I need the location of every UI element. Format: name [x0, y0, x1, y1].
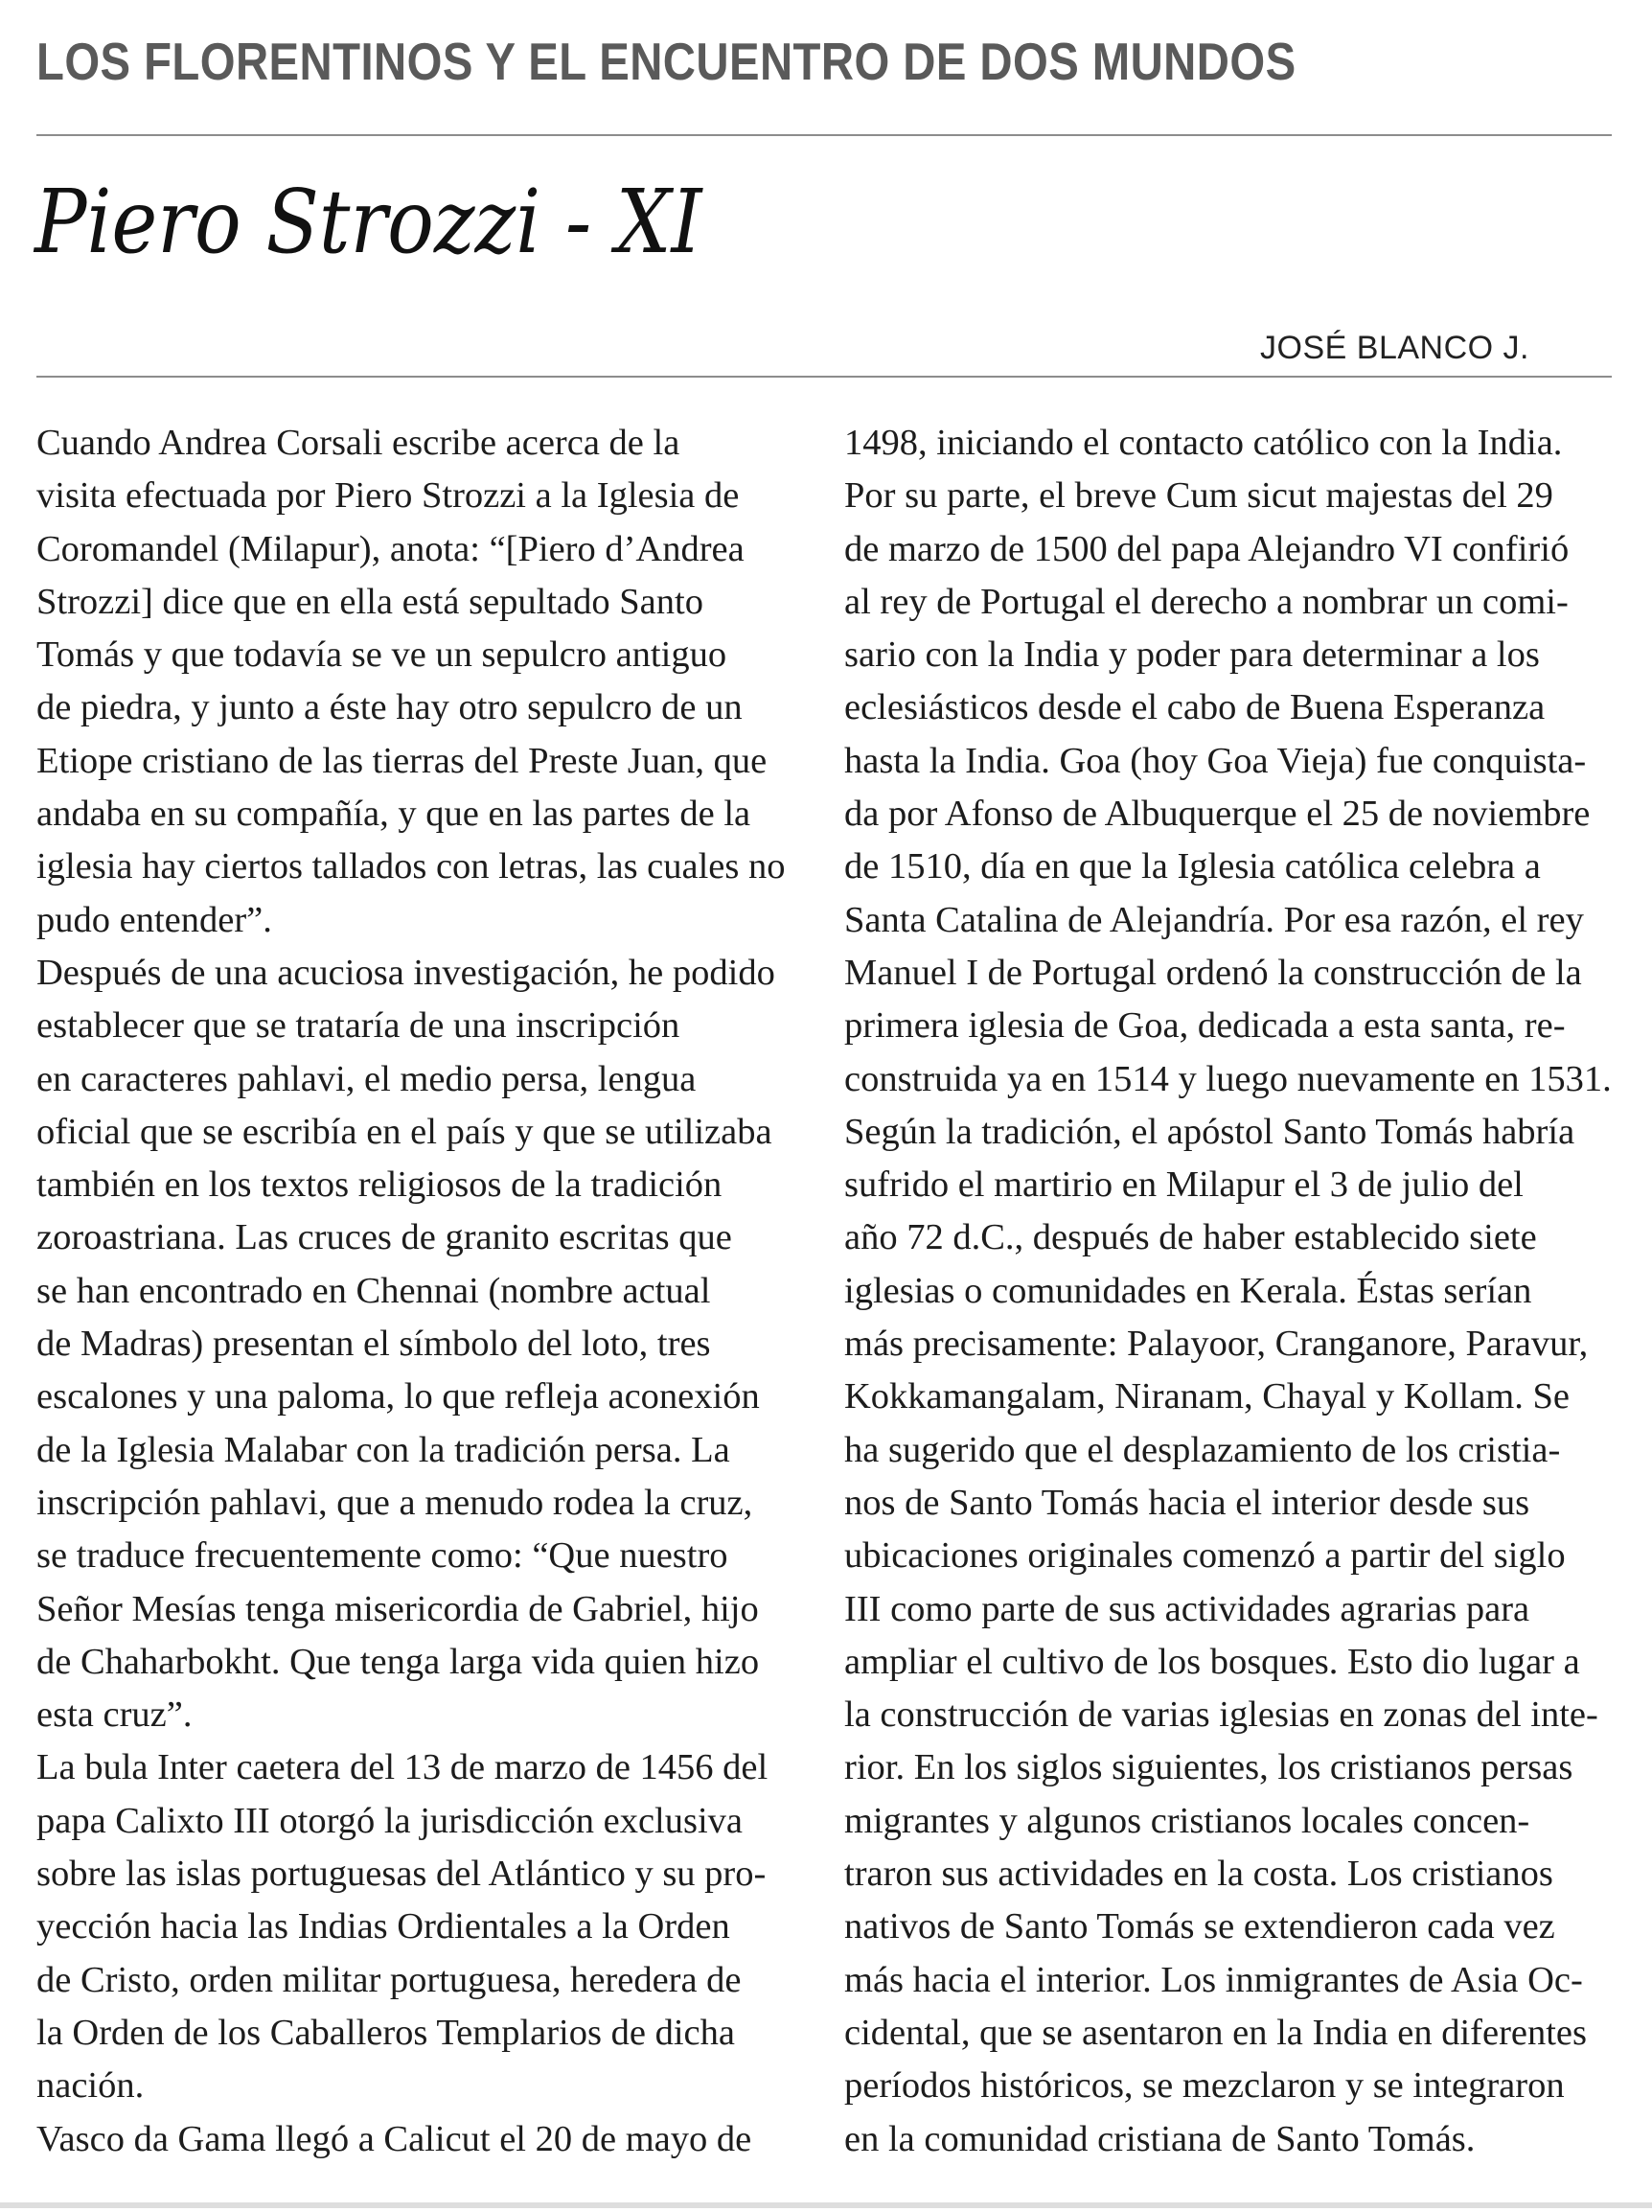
author-byline: JOSÉ BLANCO J.: [1260, 330, 1529, 366]
text-line: de piedra, y junto a éste hay otro sepulcro de un: [36, 687, 743, 728]
text-line: eclesiásticos desde el cabo de Buena Esperanza: [844, 687, 1546, 728]
text-line: de Madras) presentan el símbolo del loto, tres: [36, 1324, 711, 1365]
text-line: primera iglesia de Goa, dedicada a esta santa, re-: [844, 1005, 1566, 1047]
text-line: año 72 d.C., después de haber establecido siete: [844, 1217, 1537, 1258]
text-line: más precisamente: Palayoor, Cranganore, Paravur,: [844, 1324, 1589, 1365]
text-line: más hacia el interior. Los inmigrantes de Asia Oc-: [844, 1959, 1583, 2000]
text-line: iglesia hay ciertos tallados con letras, las cuales no: [36, 846, 786, 887]
text-line: de marzo de 1500 del papa Alejandro VI confirió: [844, 528, 1570, 569]
text-line: rior. En los siglos siguientes, los cristianos persas: [844, 1747, 1573, 1788]
text-line: da por Afonso de Albuquerque el 25 de noviembre: [844, 794, 1591, 835]
text-line: Señor Mesías tenga misericordia de Gabriel, hijo: [36, 1588, 759, 1629]
text-line: Vasco da Gama llegó a Calicut el 20 de mayo de: [36, 2118, 752, 2159]
text-line: ha sugerido que el desplazamiento de los cristia-: [844, 1429, 1561, 1470]
text-line: yección hacia las Indias Ordientales a la Orden: [36, 1906, 730, 1947]
text-line: se han encontrado en Chennai (nombre actual: [36, 1270, 711, 1311]
text-line: la construcción de varias iglesias en zonas del inte-: [844, 1694, 1598, 1736]
text-line: sario con la India y poder para determinar a los: [844, 634, 1540, 676]
text-line: oficial que se escribía en el país y que se utilizaba: [36, 1111, 772, 1152]
text-line: esta cruz”.: [36, 1694, 193, 1736]
article-column-right: [844, 417, 1611, 2166]
text-line: en caracteres pahlavi, el medio persa, lengua: [36, 1058, 697, 1099]
text-line: períodos históricos, se mezclaron y se integraron: [844, 2065, 1565, 2107]
text-line: zoroastriana. Las cruces de granito escritas que: [36, 1217, 732, 1258]
text-line: iglesias o comunidades en Kerala. Éstas serían: [844, 1270, 1532, 1311]
text-line: Por su parte, el breve Cum sicut majestas del 29: [844, 475, 1553, 517]
text-line: ubicaciones originales comenzó a partir del siglo: [844, 1535, 1566, 1577]
text-line: Según la tradición, el apóstol Santo Tomás habría: [844, 1111, 1575, 1152]
text-line: Santa Catalina de Alejandría. Por esa razón, el rey: [844, 899, 1584, 940]
text-line: de la Iglesia Malabar con la tradición persa. La: [36, 1429, 730, 1470]
text-line: pudo entender”.: [36, 899, 272, 940]
byline-divider: [36, 376, 1612, 378]
text-line: establecer que se trataría de una inscripción: [36, 1005, 680, 1047]
text-line: la Orden de los Caballeros Templarios de dicha: [36, 2012, 735, 2053]
text-line: Coromandel (Milapur), anota: “[Piero d’Andrea: [36, 528, 745, 569]
text-line: Tomás y que todavía se ve un sepulcro antiguo: [36, 634, 727, 676]
text-line: en la comunidad cristiana de Santo Tomás.: [844, 2118, 1476, 2159]
text-line: La bula Inter caetera del 13 de marzo de 1456 del: [36, 1747, 769, 1788]
text-line: Strozzi] dice que en ella está sepultado Santo: [36, 581, 703, 622]
text-line: Etiope cristiano de las tierras del Preste Juan, que: [36, 740, 768, 781]
text-line: Cuando Andrea Corsali escribe acerca de la: [36, 423, 680, 463]
text-line: sobre las islas portuguesas del Atlántico y su pro-: [36, 1854, 767, 1895]
section-header: LOS FLORENTINOS Y EL ENCUENTRO DE DOS MUNDOS: [36, 32, 1296, 91]
text-line: construida ya en 1514 y luego nuevamente en 1531.: [844, 1058, 1612, 1099]
text-line: sufrido el martirio en Milapur el 3 de julio del: [844, 1164, 1524, 1206]
text-line: ampliar el cultivo de los bosques. Esto dio lugar a: [844, 1641, 1580, 1682]
text-line: III como parte de sus actividades agrarias para: [844, 1588, 1530, 1629]
text-line: de Cristo, orden militar portuguesa, heredera de: [36, 1959, 742, 2000]
text-line: cidental, que se asentaron en la India en diferentes: [844, 2012, 1588, 2053]
text-line: de Chaharbokht. Que tenga larga vida quien hizo: [36, 1641, 760, 1682]
text-line: se traduce frecuentemente como: “Que nuestro: [36, 1535, 728, 1577]
header-divider: [36, 134, 1612, 136]
text-line: al rey de Portugal el derecho a nombrar un comi-: [844, 581, 1569, 622]
text-line: nos de Santo Tomás hacia el interior desde sus: [844, 1482, 1530, 1523]
text-line: papa Calixto III otorgó la jurisdicción exclusiva: [36, 1800, 744, 1841]
text-line: también en los textos religiosos de la tradición: [36, 1164, 723, 1206]
text-line: 1498, iniciando el contacto católico con la India.: [844, 423, 1563, 463]
page-bottom-edge: [0, 2202, 1652, 2208]
text-line: andaba en su compañía, y que en las partes de la: [36, 794, 751, 835]
text-line: Kokkamangalam, Niranam, Chayal y Kollam. Se: [844, 1376, 1570, 1417]
text-line: nación.: [36, 2065, 145, 2107]
text-line: migrantes y algunos cristianos locales concen-: [844, 1800, 1530, 1841]
text-line: hasta la India. Goa (hoy Goa Vieja) fue conquista-: [844, 740, 1587, 781]
text-line: nativos de Santo Tomás se extendieron cada vez: [844, 1906, 1555, 1947]
text-line: Después de una acuciosa investigación, he podido: [36, 952, 775, 993]
text-line: escalones y una paloma, lo que refleja aconexión: [36, 1376, 760, 1417]
text-line: traron sus actividades en la costa. Los cristianos: [844, 1854, 1553, 1895]
text-line: de 1510, día en que la Iglesia católica celebra a: [844, 846, 1541, 887]
text-line: visita efectuada por Piero Strozzi a la Iglesia de: [36, 475, 740, 517]
text-line: inscripción pahlavi, que a menudo rodea la cruz,: [36, 1482, 753, 1523]
text-line: Manuel I de Portugal ordenó la construcción de la: [844, 952, 1582, 993]
article-column-left: [36, 417, 803, 2166]
article-title: Piero Strozzi - XI: [34, 171, 702, 273]
